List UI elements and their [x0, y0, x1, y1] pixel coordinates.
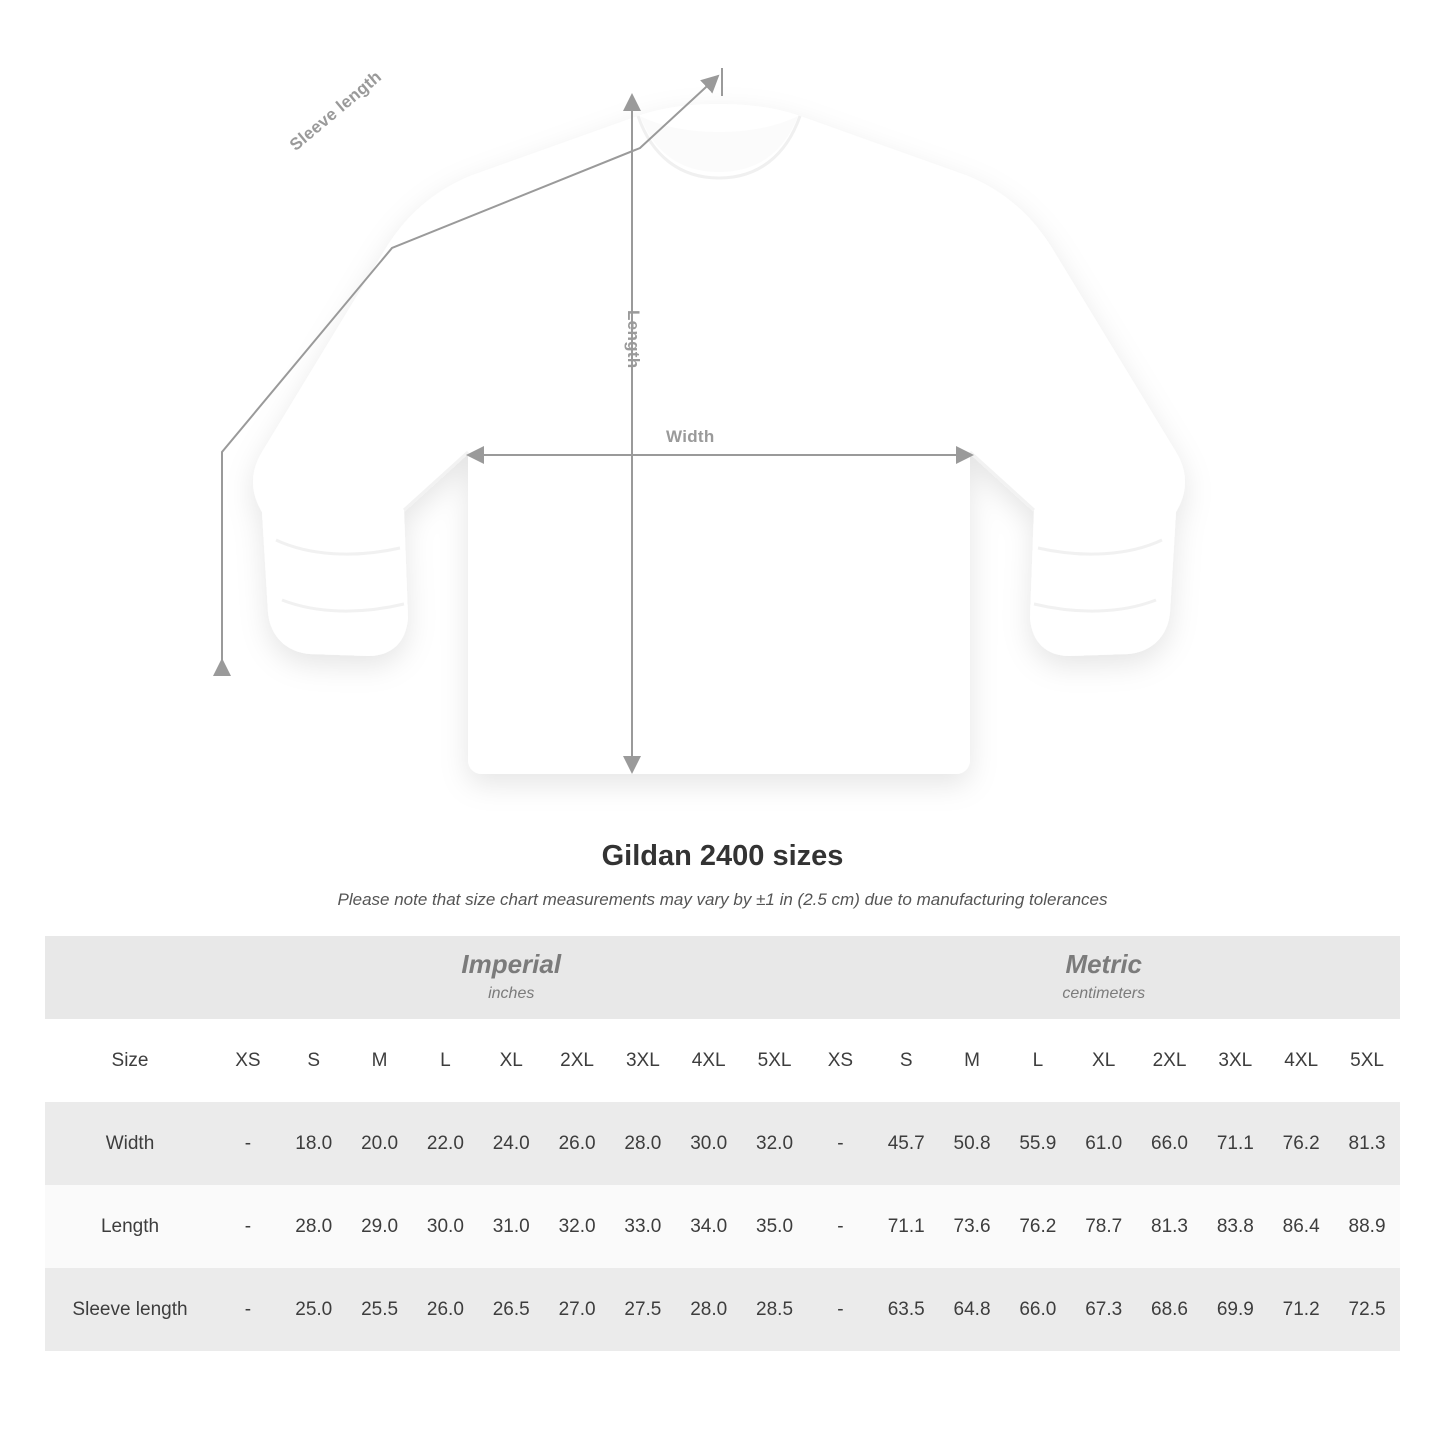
size-column-header: M: [347, 1019, 413, 1102]
measurement-cell: 45.7: [873, 1102, 939, 1185]
row-label: Length: [45, 1185, 215, 1268]
size-column-header: XS: [807, 1019, 873, 1102]
measurement-cell: 55.9: [1005, 1102, 1071, 1185]
page-title: Gildan 2400 sizes: [601, 840, 844, 872]
unit-subtitle: inches: [488, 984, 535, 1002]
unit-header-imperial: [215, 936, 807, 1019]
measurement-cell: 81.3: [1137, 1185, 1203, 1268]
measurement-cell: 20.0: [347, 1102, 413, 1185]
measurement-cell: 18.0: [281, 1102, 347, 1185]
measurement-cell: 29.0: [347, 1185, 413, 1268]
measurement-cell: 30.0: [412, 1185, 478, 1268]
size-column-header: L: [1005, 1019, 1071, 1102]
size-column-header: S: [873, 1019, 939, 1102]
measurement-cell: 78.7: [1071, 1185, 1137, 1268]
size-column-header: M: [939, 1019, 1005, 1102]
row-label: Width: [45, 1102, 215, 1185]
measurement-cell: 63.5: [873, 1268, 939, 1351]
measurement-cell: 25.5: [347, 1268, 413, 1351]
table-row: [45, 1102, 1400, 1185]
size-column-header: XL: [478, 1019, 544, 1102]
measurement-cell: 25.0: [281, 1268, 347, 1351]
measurement-cell: -: [807, 1185, 873, 1268]
measurement-cell: 88.9: [1334, 1185, 1400, 1268]
size-column-header: 5XL: [1334, 1019, 1400, 1102]
measurement-cell: 27.5: [610, 1268, 676, 1351]
sleeve-dimension-label: Sleeve length: [286, 67, 386, 155]
measurement-cell: 71.1: [873, 1185, 939, 1268]
measurement-cell: 71.1: [1202, 1102, 1268, 1185]
measurement-cell: 68.6: [1137, 1268, 1203, 1351]
measurement-cell: 69.9: [1202, 1268, 1268, 1351]
measurement-cell: 81.3: [1334, 1102, 1400, 1185]
measurement-cell: 76.2: [1005, 1185, 1071, 1268]
row-label: Sleeve length: [45, 1268, 215, 1351]
measurement-cell: 34.0: [676, 1185, 742, 1268]
measurement-cell: 61.0: [1071, 1102, 1137, 1185]
size-table: [45, 936, 1400, 1351]
size-column-header: XS: [215, 1019, 281, 1102]
measurement-cell: 22.0: [412, 1102, 478, 1185]
measurement-cell: 64.8: [939, 1268, 1005, 1351]
size-column-header: 3XL: [610, 1019, 676, 1102]
measurement-cell: 28.0: [676, 1268, 742, 1351]
length-dimension-label: Length: [624, 310, 643, 369]
width-dimension-label: Width: [666, 427, 715, 446]
measurement-cell: 86.4: [1268, 1185, 1334, 1268]
measurement-cell: 26.0: [544, 1102, 610, 1185]
measurement-cell: 73.6: [939, 1185, 1005, 1268]
measurement-cell: 28.0: [610, 1102, 676, 1185]
unit-subtitle: centimeters: [1062, 984, 1146, 1002]
shirt-shape: [253, 104, 1185, 774]
size-table-wrap: [45, 936, 1400, 1351]
unit-header-row: [45, 936, 1400, 1019]
size-column-header: L: [412, 1019, 478, 1102]
measurement-cell: 30.0: [676, 1102, 742, 1185]
size-column-header: 4XL: [1268, 1019, 1334, 1102]
table-row: [45, 1185, 1400, 1268]
size-header-row: [45, 1019, 1400, 1102]
size-column-header: S: [281, 1019, 347, 1102]
size-header-label: Size: [45, 1019, 215, 1102]
measurement-cell: 83.8: [1202, 1185, 1268, 1268]
measurement-cell: -: [215, 1185, 281, 1268]
measurement-cell: 66.0: [1005, 1268, 1071, 1351]
measurement-cell: 32.0: [742, 1102, 808, 1185]
measurement-cell: 71.2: [1268, 1268, 1334, 1351]
measurement-cell: 72.5: [1334, 1268, 1400, 1351]
measurement-cell: 50.8: [939, 1102, 1005, 1185]
unit-title: Imperial: [461, 949, 562, 980]
measurement-cell: 26.5: [478, 1268, 544, 1351]
measurement-cell: 67.3: [1071, 1268, 1137, 1351]
measurement-cell: 26.0: [412, 1268, 478, 1351]
measurement-cell: 32.0: [544, 1185, 610, 1268]
measurement-cell: 27.0: [544, 1268, 610, 1351]
unit-header-metric: [807, 936, 1400, 1019]
size-column-header: 3XL: [1202, 1019, 1268, 1102]
size-column-header: 2XL: [1137, 1019, 1203, 1102]
measurement-cell: 35.0: [742, 1185, 808, 1268]
size-column-header: 2XL: [544, 1019, 610, 1102]
measurement-cell: 28.5: [742, 1268, 808, 1351]
title-block: [0, 840, 1445, 910]
unit-title: Metric: [1065, 949, 1143, 980]
measurement-cell: 66.0: [1137, 1102, 1203, 1185]
measurement-cell: -: [807, 1268, 873, 1351]
measurement-cell: 31.0: [478, 1185, 544, 1268]
measurement-cell: 28.0: [281, 1185, 347, 1268]
size-column-header: XL: [1071, 1019, 1137, 1102]
measurement-cell: -: [215, 1268, 281, 1351]
unit-header-spacer: [45, 936, 215, 1019]
measurement-cell: 33.0: [610, 1185, 676, 1268]
table-row: [45, 1268, 1400, 1351]
size-column-header: 4XL: [676, 1019, 742, 1102]
measurement-cell: -: [807, 1102, 873, 1185]
measurement-cell: 24.0: [478, 1102, 544, 1185]
measurement-cell: -: [215, 1102, 281, 1185]
size-column-header: 5XL: [742, 1019, 808, 1102]
measurement-cell: 76.2: [1268, 1102, 1334, 1185]
tolerance-note: Please note that size chart measurements may vary by ±1 in (2.5 cm) due to manufacturing tolerances: [337, 890, 1108, 909]
